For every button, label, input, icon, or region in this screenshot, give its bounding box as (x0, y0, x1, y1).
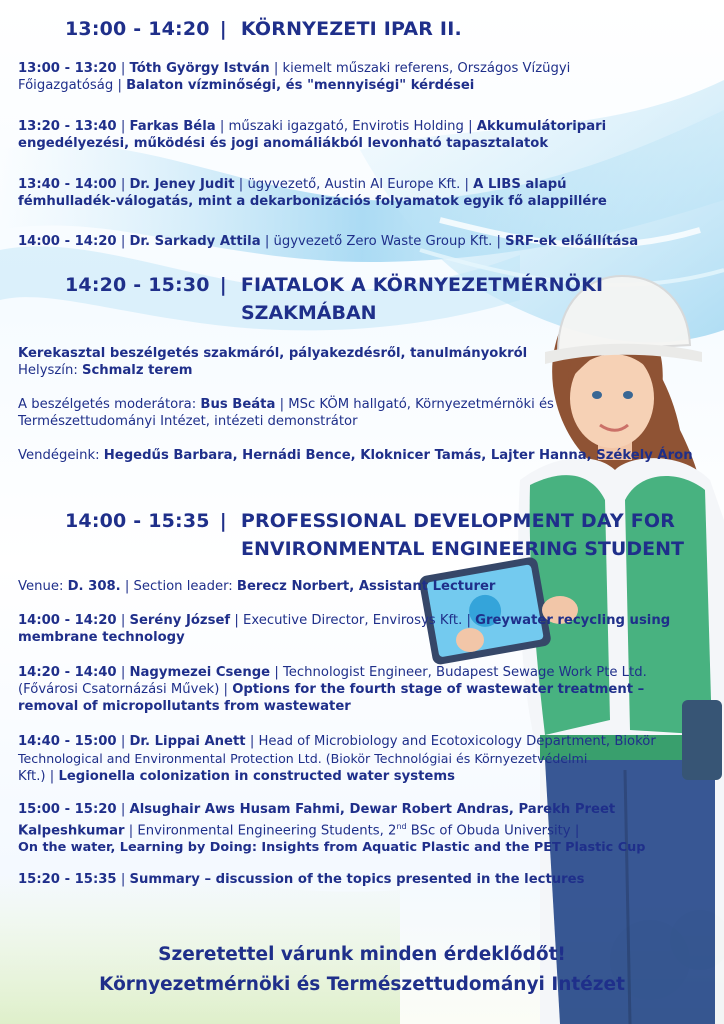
talk-3-time: 13:40 - 14:00 (18, 177, 117, 192)
section-3-title: PROFESSIONAL DEVELOPMENT DAY FOR (240, 510, 676, 532)
en-talk-2-topic: Options for the fourth stage of wastewater treatment – (232, 682, 645, 697)
en-talk-5-topic: Summary – discussion of the topics presented in the lectures (129, 872, 585, 887)
talk-1-time: 13:00 - 13:20 (18, 61, 117, 76)
en-talk-2-role: Technologist Engineer, Budapest Sewage Work Pte Ltd. (282, 665, 647, 680)
talk-1-topic: Balaton vízminőségi, és "mennyiségi" kérdései (126, 78, 475, 93)
section-3-title-2: ENVIRONMENTAL ENGINEERING STUDENT (241, 538, 684, 560)
section-3-time: 14:00 - 15:35 (65, 510, 210, 532)
en-talk-1-topic-2: membrane technology (18, 630, 185, 645)
section-2-title-2: SZAKMÁBAN (241, 302, 377, 324)
en-talk-2-speaker: Nagymezei Csenge (129, 665, 271, 680)
moderator-label: A beszélgetés moderátora: (18, 397, 197, 412)
roundtable-intro (18, 345, 527, 379)
en-talk-2: 14:20 - 14:40 | Nagymezei Csenge | Technologist Engineer, Budapest Sewage Work Pte Ltd. (Fővárosi Csatornázási Művek) | Options for the fourth stage of wastewater treatment – removal of micropollutants from wastewater (18, 665, 647, 714)
en-talk-5: 15:20 - 15:35 | Summary – discussion of the topics presented in the lectures (18, 872, 585, 887)
en-talk-4-time: 15:00 - 15:20 (18, 802, 117, 817)
talk-2-role: műszaki igazgató, Envirotis Holding (228, 119, 464, 134)
en-talk-3-role-3: Kft.) (18, 769, 46, 784)
en-talk-2-role-2: (Fővárosi Csatornázási Művek) (18, 682, 220, 697)
guests-names: Hegedűs Barbara, Hernádi Bence, Kloknicer Tamás, Lajter Hanna, Székely Áron (103, 448, 693, 463)
footer-invitation: Szeretettel várunk minden érdeklődőt! (158, 944, 566, 965)
talk-4-topic: SRF-ek előállítása (505, 234, 639, 249)
section-2-time: 14:20 - 15:30 (65, 274, 210, 296)
en-talk-3-topic: Legionella colonization in constructed water systems (58, 769, 455, 784)
venue-label: Venue: (18, 579, 64, 594)
talk-4-time: 14:00 - 14:20 (18, 234, 117, 249)
en-talk-4-speaker: Alsughair Aws Husam Fahmi, Dewar Robert Andras, Parekh Preet (129, 802, 616, 817)
section-3-header: 14:00 - 15:35 | PROFESSIONAL DEVELOPMENT DAY FOR (65, 510, 676, 532)
en-talk-3: 14:40 - 15:00 | Dr. Lippai Anett | Head of Microbiology and Ecotoxicology Department, Biokör Technological and Environmental Protection Ltd. (Biokör Technológiai és Környezetvédelmi Kft.) | Legionella colonization in constructed water systems (18, 734, 656, 784)
en-talk-2-topic-2: removal of micropollutants from wastewater (18, 699, 351, 714)
talk-1-role-2: Főigazgatóság (18, 78, 114, 93)
moderator-role: MSc KÖM hallgató, Környezetmérnöki és (288, 397, 554, 412)
talk-3-topic: A LIBS alapú (473, 177, 567, 192)
en-talk-4-topic: On the water, Learning by Doing: Insights from Aquatic Plastic and the PET Plastic Cup (18, 840, 646, 856)
section-2-title: FIATALOK A KÖRNYEZETMÉRNÖKI (240, 274, 604, 296)
talk-4-speaker: Dr. Sarkady Attila (129, 234, 261, 249)
en-talk-3-speaker: Dr. Lippai Anett (129, 734, 246, 749)
section-1-time: 13:00 - 14:20 (65, 18, 210, 40)
leader-value: Berecz Norbert, Assistant Lecturer (236, 579, 496, 594)
en-talk-5-time: 15:20 - 15:35 (18, 872, 117, 887)
en-talk-4-role-post: BSc of Obuda University (406, 823, 571, 839)
talk-2: 13:20 - 13:40 | Farkas Béla | műszaki igazgató, Envirotis Holding | Akkumulátoripari engedélyezési, működési és jogi anomáliákból levonható tapasztalatok (18, 119, 607, 151)
talk-4: 14:00 - 14:20 | Dr. Sarkady Attila | ügyvezető Zero Waste Group Kft. | SRF-ek előállítása (18, 234, 639, 249)
en-talk-3-role: Head of Microbiology and Ecotoxicology Department, Biokör (258, 734, 656, 749)
en-talk-1: 14:00 - 14:20 | Serény József | Executive Director, Envirosys Kft. | Greywater recycling using membrane technology (18, 613, 671, 645)
talk-2-topic-2: engedélyezési, működési és jogi anomáliákból levonható tapasztalatok (18, 136, 549, 151)
roundtable-guests (18, 447, 693, 464)
section-1-header: 13:00 - 14:20 | KÖRNYEZETI IPAR II. (65, 18, 462, 40)
talk-1: 13:00 - 13:20 | Tóth György István | kiemelt műszaki referens, Országos Vízügyi Főigazgatóság | Balaton vízminőségi, és "mennyiségi" kérdései (18, 61, 571, 93)
en-talk-1-speaker: Serény József (129, 613, 231, 628)
leader-label: Section leader: (133, 579, 233, 594)
en-talk-4-speaker-2: Kalpeshkumar (18, 823, 125, 839)
talk-1-role: kiemelt műszaki referens, Országos Vízügyi (282, 61, 571, 76)
talk-1-speaker: Tóth György István (129, 61, 270, 76)
talk-3-role: ügyvezető, Austin AI Europe Kft. (247, 177, 461, 192)
guests-label: Vendégeink: (18, 448, 100, 463)
section-1-title: KÖRNYEZETI IPAR II. (240, 18, 462, 40)
moderator-name: Bus Beáta (200, 397, 276, 412)
roundtable-intro-text: Kerekasztal beszélgetés szakmáról, pályakezdésről, tanulmányokról (18, 346, 528, 361)
en-talk-2-time: 14:20 - 14:40 (18, 665, 117, 680)
en-talk-1-role: Executive Director, Envirosys Kft. (242, 613, 463, 628)
talk-2-topic: Akkumulátoripari (476, 119, 607, 134)
en-talk-1-topic: Greywater recycling using (475, 613, 671, 628)
roundtable-venue: Schmalz terem (81, 363, 193, 378)
talk-3-topic-2: fémhulladék-válogatás, mint a dekarbonizációs folyamatok egyik fő alappillére (18, 194, 607, 209)
en-talk-4: 15:00 - 15:20 | Alsughair Aws Husam Fahmi, Dewar Robert Andras, Parekh Preet Kalpeshkumar | Environmental Engineering Students, 2nd BSc of Obuda University | On the water, Learning by Doing: Insights from Aquatic Plastic and the PET Plastic Cup (18, 802, 646, 856)
moderator-role-2: Természettudományi Intézet, intézeti demonstrátor (18, 414, 358, 429)
roundtable-moderator: A beszélgetés moderátora: Bus Beáta | MSc KÖM hallgató, Környezetmérnöki és Természettudományi Intézet, intézeti demonstrátor (18, 397, 554, 429)
en-talk-1-time: 14:00 - 14:20 (18, 613, 117, 628)
talk-2-speaker: Farkas Béla (129, 119, 216, 134)
footer-institute: Környezetmérnöki és Természettudományi Intézet (99, 974, 625, 995)
talk-3: 13:40 - 14:00 | Dr. Jeney Judit | ügyvezető, Austin AI Europe Kft. | A LIBS alapú fémhulladék-válogatás, mint a dekarbonizációs folyamatok egyik fő alappillére (18, 177, 607, 209)
venue-value: D. 308. (67, 579, 121, 594)
talk-3-speaker: Dr. Jeney Judit (129, 177, 235, 192)
en-talk-4-role-sup: nd (396, 822, 407, 831)
en-talk-3-time: 14:40 - 15:00 (18, 734, 117, 749)
talk-2-time: 13:20 - 13:40 (18, 119, 117, 134)
en-talk-4-role: Environmental Engineering Students, 2 (137, 823, 397, 839)
venue-line: Venue: D. 308. | Section leader: Berecz Norbert, Assistant Lecturer (18, 579, 496, 594)
section-2-header: 14:20 - 15:30 | FIATALOK A KÖRNYEZETMÉRNÖKI (65, 274, 604, 296)
talk-4-role: ügyvezető Zero Waste Group Kft. (273, 234, 493, 249)
roundtable-venue-label: Helyszín: (18, 363, 78, 378)
en-talk-3-role-2: Technological and Environmental Protection Ltd. (Biokör Technológiai és Környezetvédelmi (18, 751, 588, 766)
